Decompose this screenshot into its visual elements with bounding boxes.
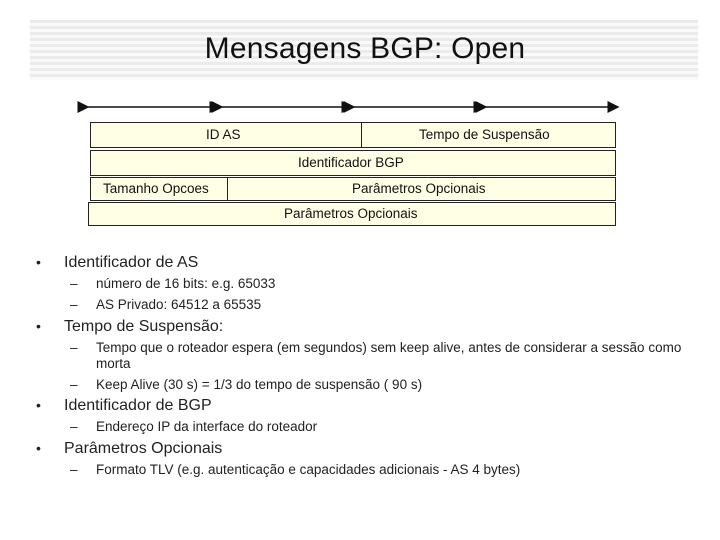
bullet-opt-params	[36, 440, 223, 458]
field-opt-params-row3-label: Parâmetros Opcionais	[352, 181, 486, 196]
dash-marker: –	[70, 340, 78, 355]
sub-bullet	[70, 377, 686, 392]
field-opt-params-row4	[88, 202, 616, 226]
field-opt-params-row4-label: Parâmetros Opcionais	[284, 206, 418, 221]
dash-marker: –	[70, 276, 78, 291]
dash-marker: –	[70, 419, 78, 434]
bullet-hold-time	[36, 318, 224, 336]
field-bgp-identifier-label: Identificador BGP	[298, 155, 404, 170]
dash-marker: –	[70, 462, 78, 477]
field-bgp-identifier	[90, 150, 616, 176]
sub-bullet	[70, 276, 686, 291]
sub-bullet-text: Formato TLV (e.g. autenticação e capacidades adicionais - AS 4 bytes)	[96, 462, 521, 477]
dash-marker: –	[70, 377, 78, 392]
sub-bullet-text: Tempo que o roteador espera (em segundos) sem keep alive, antes de considerar a sessão como morta	[96, 340, 682, 371]
field-hold-time-label: Tempo de Suspensão	[419, 127, 550, 142]
sub-bullet	[70, 419, 686, 434]
sub-bullet-text: número de 16 bits: e.g. 65033	[96, 276, 276, 291]
bullet-marker: •	[36, 440, 41, 456]
field-as-id	[90, 122, 362, 148]
field-hold-time	[361, 122, 616, 148]
bullet-text: Identificador de AS	[64, 254, 199, 271]
bullet-as-id	[36, 254, 199, 272]
sub-bullet	[70, 462, 686, 477]
bullet-text: Tempo de Suspensão:	[64, 318, 224, 335]
bullet-marker: •	[36, 397, 41, 413]
sub-bullet	[70, 297, 686, 312]
dash-marker: –	[70, 297, 78, 312]
bullet-bgp-identifier	[36, 397, 212, 415]
field-opt-length-label: Tamanho Opcoes	[103, 181, 209, 196]
field-opt-length	[90, 177, 228, 201]
field-as-id-label: ID AS	[206, 127, 241, 142]
bullet-text: Identificador de BGP	[64, 397, 212, 414]
field-opt-params-row3	[227, 177, 616, 201]
sub-bullet-text: AS Privado: 64512 a 65535	[96, 297, 262, 312]
bullet-text: Parâmetros Opcionais	[64, 440, 223, 457]
bullet-marker: •	[36, 318, 41, 334]
sub-bullet	[70, 340, 686, 372]
sub-bullet-text: Endereço IP da interface do roteador	[96, 419, 318, 434]
sub-bullet-text: Keep Alive (30 s) = 1/3 do tempo de suspensão ( 90 s)	[96, 377, 423, 392]
slide-title: Mensagens BGP: Open	[204, 32, 526, 65]
bullet-marker: •	[36, 254, 41, 270]
